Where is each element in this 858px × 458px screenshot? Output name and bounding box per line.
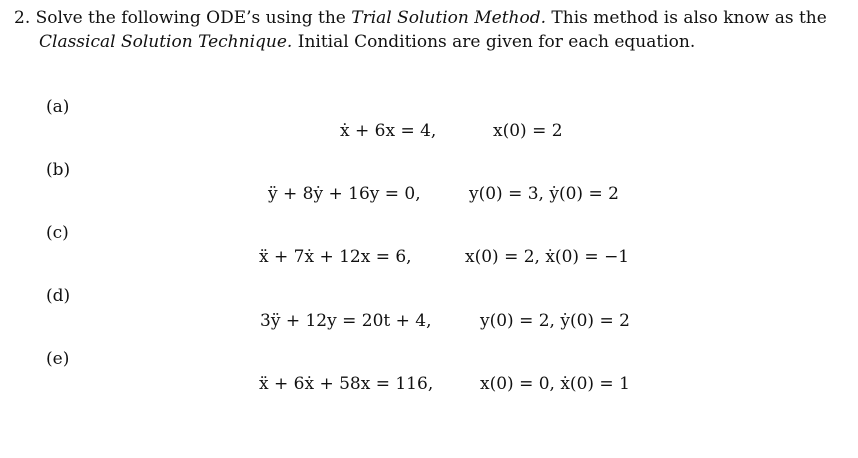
initial-conditions-e: x(0) = 0, ẋ(0) = 1 <box>480 374 630 394</box>
problem-number: 2. <box>14 8 31 28</box>
equation-a: ẋ + 6x = 4, <box>340 121 437 141</box>
equation-b: ÿ + 8ẏ + 16y = 0, <box>268 184 421 204</box>
problem-text-intro: Solve the following ODE’s using the <box>35 8 346 28</box>
initial-conditions-c: x(0) = 2, ẋ(0) = −1 <box>465 247 630 267</box>
part-label-c: (c) <box>46 223 69 243</box>
part-label-e: (e) <box>46 349 70 369</box>
initial-conditions-b: y(0) = 3, ẏ(0) = 2 <box>469 184 619 204</box>
part-label-b: (b) <box>46 160 71 180</box>
initial-conditions-a: x(0) = 2 <box>493 121 563 141</box>
part-label-d: (d) <box>46 286 71 306</box>
method-name: Trial Solution Method. <box>351 8 547 28</box>
problem-text-aka: This method is also know as the <box>551 8 827 28</box>
part-label-a: (a) <box>46 97 70 117</box>
equation-d: 3ÿ + 12y = 20t + 4, <box>260 311 432 331</box>
problem-statement-line-2 <box>39 31 695 53</box>
technique-name: Classical Solution Technique. <box>39 32 293 52</box>
problem-statement-line-1 <box>14 7 827 29</box>
initial-conditions-d: y(0) = 2, ẏ(0) = 2 <box>480 311 630 331</box>
problem-text-conditions: Initial Conditions are given for each equation. <box>297 32 696 52</box>
equation-c: ẍ + 7ẋ + 12x = 6, <box>259 247 412 267</box>
equation-e: ẍ + 6ẋ + 58x = 116, <box>259 374 434 394</box>
